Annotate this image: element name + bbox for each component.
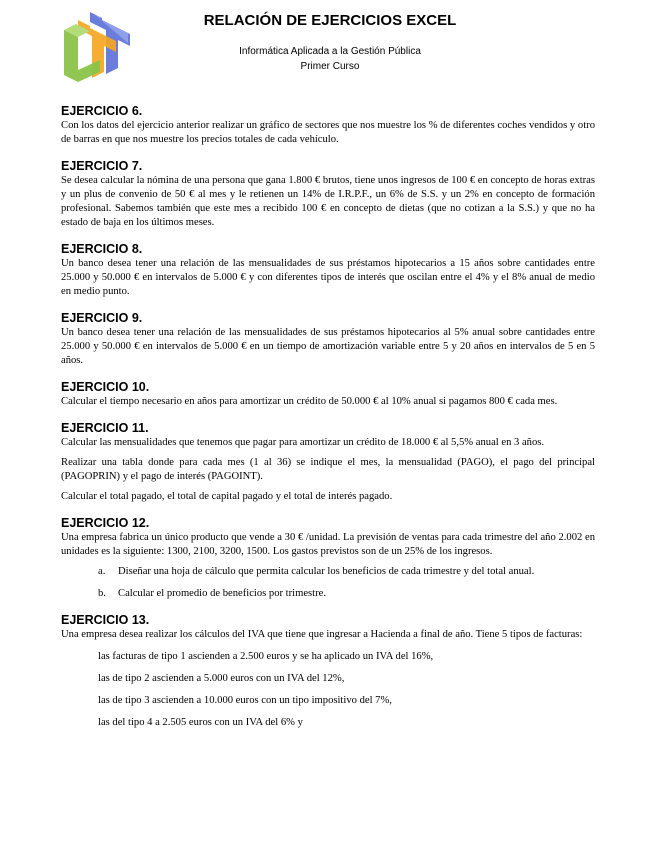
exercise-title: EJERCICIO 11. xyxy=(61,421,149,435)
list-item: las de tipo 3 ascienden a 10.000 euros con un tipo impositivo del 7%, xyxy=(98,695,392,706)
exercise-10 xyxy=(61,380,595,409)
list-item-text: Calcular el promedio de beneficios por trimestre. xyxy=(118,588,326,599)
exercise-title: EJERCICIO 13. xyxy=(61,613,150,627)
list-marker: a. xyxy=(98,566,106,577)
list-item xyxy=(61,587,595,601)
list-item: las del tipo 4 a 2.505 euros con un IVA del 6% y xyxy=(98,717,303,728)
exercise-title: EJERCICIO 9. xyxy=(61,311,143,325)
subject-name: Informática Aplicada a la Gestión Pública xyxy=(239,46,421,57)
exercise-text: Calcular el tiempo necesario en años para amortizar un crédito de 50.000 € al 10% anual si pagamos 800 € cada mes. xyxy=(61,396,558,407)
exercise-8 xyxy=(61,242,595,299)
exercise-text: Una empresa fabrica un único producto que vende a 30 € /unidad. La previsión de ventas para cada trimestre del año 2.002 en unidades es la siguiente: 1300, 2100, 3200, 1500. Los gastos previstos son de un 25% de los ingresos. xyxy=(61,532,595,557)
exercise-text: Realizar una tabla donde para cada mes (1 al 36) se indique el mes, la mensualidad (PAGO), el pago del principal (PAGOPRIN) y el pago de interés (PAGOINT). xyxy=(61,457,595,482)
course-name: Primer Curso xyxy=(300,61,360,72)
exercise-12 xyxy=(61,516,595,601)
list-item: las de tipo 2 ascienden a 5.000 euros con un IVA del 12%, xyxy=(98,673,345,684)
exercise-6 xyxy=(61,104,595,147)
document-subtitle xyxy=(130,44,530,74)
exercise-13 xyxy=(61,613,595,730)
task-list xyxy=(61,565,595,601)
exercise-7 xyxy=(61,159,595,230)
exercise-text: Se desea calcular la nómina de una persona que gana 1.800 € brutos, tiene unos ingresos de 100 € en concepto de horas extras y un plus de convenio de 50 € al mes y le retienen un 14% de I.R.P.F., un 6% de S.S. y un 2% en concepto de formación profesional. Sabemos también que este mes a recibido 100 € en concepto de dietas (que no cotizan a la S.S.) y que no ha estado de baja en los últimos meses. xyxy=(61,175,595,228)
exercise-text: Un banco desea tener una relación de las mensualidades de sus préstamos hipotecarios al 5% anual sobre cantidades entre 25.000 y 50.000 € en intervalos de 5.000 € en un tiempo de amortización variable entre 5 y 20 años en intervalos de 5 en 5 años. xyxy=(61,327,595,366)
list-marker: b. xyxy=(98,588,106,599)
exercise-title: EJERCICIO 10. xyxy=(61,380,150,394)
exercise-list xyxy=(61,104,595,742)
exercise-9 xyxy=(61,311,595,368)
exercise-title: EJERCICIO 12. xyxy=(61,516,150,530)
document-title: RELACIÓN DE EJERCICIOS EXCEL xyxy=(203,12,457,29)
exercise-text: Un banco desea tener una relación de las mensualidades de sus préstamos hipotecarios a 15 años sobre cantidades entre 25.000 y 50.000 € en intervalos de 5.000 € y con diferentes tipos de interés que oscilan entre el 4% y el 8% anual de medio en medio punto. xyxy=(61,258,595,297)
exercise-text: Calcular las mensualidades que tenemos que pagar para amortizar un crédito de 18.000 € al 5,5% anual en 3 años. xyxy=(61,437,545,448)
exercise-text: Calcular el total pagado, el total de capital pagado y el total de interés pagado. xyxy=(61,491,393,502)
exercise-11 xyxy=(61,421,595,504)
exercise-text: Una empresa desea realizar los cálculos del IVA que tiene que ingresar a Hacienda a final de año. Tiene 5 tipos de facturas: xyxy=(61,629,583,640)
list-item-text: Diseñar una hoja de cálculo que permita calcular los beneficios de cada trimestre y del total anual. xyxy=(118,566,535,577)
list-item: las facturas de tipo 1 ascienden a 2.500 euros y se ha aplicado un IVA del 16%, xyxy=(98,651,434,662)
invoice-list xyxy=(61,650,595,730)
exercise-title: EJERCICIO 7. xyxy=(61,159,143,173)
list-item xyxy=(61,565,595,579)
exercise-title: EJERCICIO 8. xyxy=(61,242,143,256)
exercise-text: Con los datos del ejercicio anterior realizar un gráfico de sectores que nos muestre los % de diferentes coches vendidos y otro de barras en que nos muestre los precios totales de cada vehículo. xyxy=(61,120,595,145)
exercise-title: EJERCICIO 6. xyxy=(61,104,143,118)
stacked-blocks-logo-icon xyxy=(60,10,132,82)
